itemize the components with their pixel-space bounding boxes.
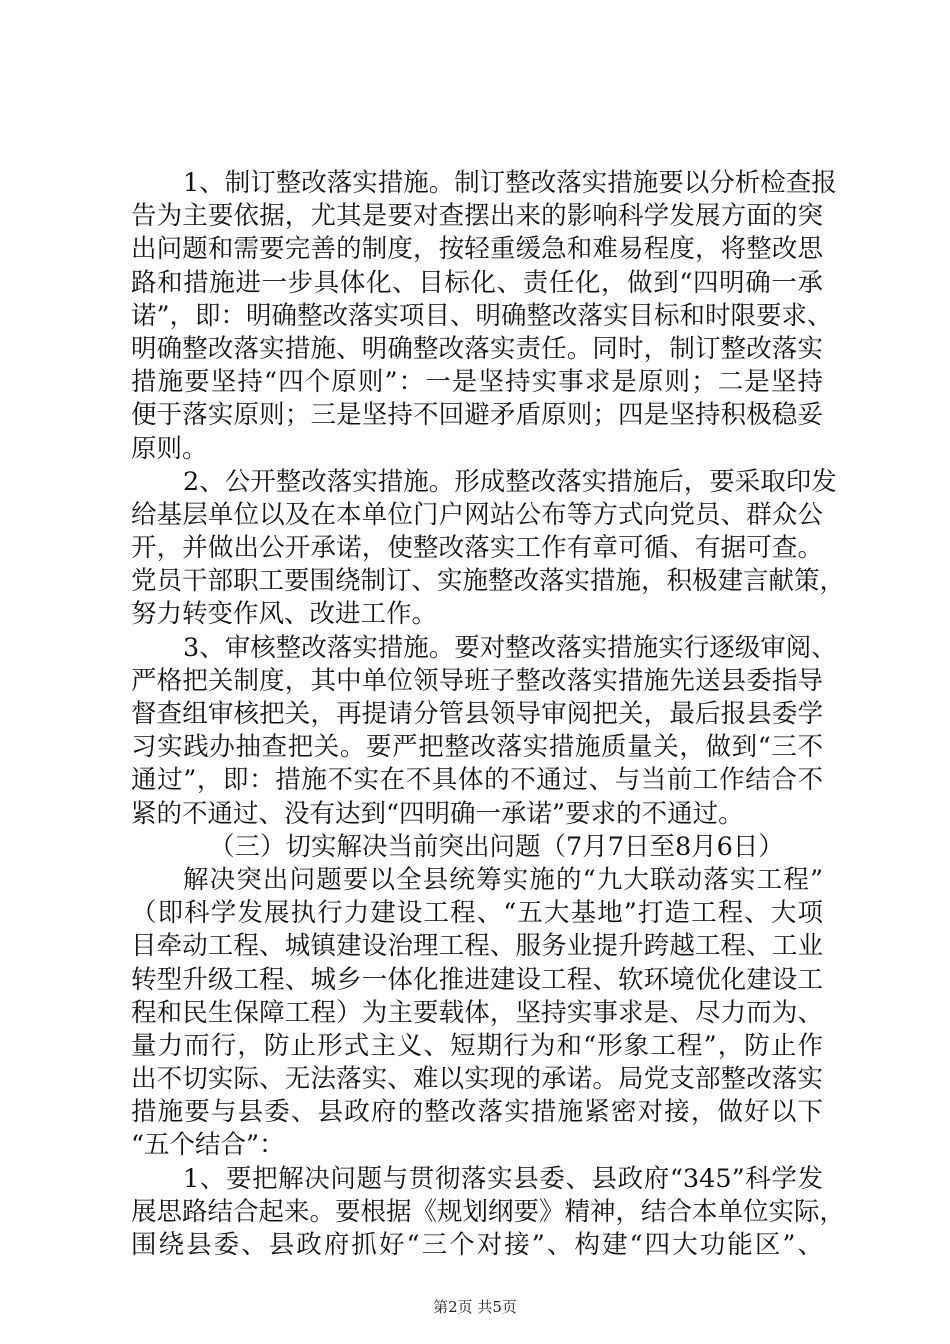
- text-line: 3、审核整改落实措施。要对整改落实措施实行逐级审阅、: [183, 632, 837, 663]
- text-line: 程和民生保障工程）为主要载体，坚持实事求是、尽力而为、: [131, 997, 823, 1028]
- text-line: 转型升级工程、城乡一体化推进建设工程、软环境优化建设工: [131, 964, 823, 995]
- text-line: 目牵动工程、城镇建设治理工程、服务业提升跨越工程、工业: [131, 931, 823, 962]
- text-line: 出不切实际、无法落实、难以实现的承诺。局党支部整改落实: [131, 1064, 823, 1095]
- text-line: 紧的不通过、没有达到“四明确一承诺”要求的不通过。: [131, 798, 744, 829]
- text-line: 严格把关制度，其中单位领导班子整改落实措施先送县委指导: [131, 665, 823, 696]
- text-line: 告为主要依据，尤其是要对查摆出来的影响科学发展方面的突: [131, 201, 823, 232]
- text-line: 2、公开整改落实措施。形成整改落实措施后，要采取印发: [183, 466, 837, 497]
- text-line: 开，并做出公开承诺，使整改落实工作有章可循、有据可查。: [131, 533, 823, 564]
- text-line: 努力转变作风、改进工作。: [131, 599, 438, 630]
- text-line: 明确整改落实措施、明确整改落实责任。同时，制订整改落实: [131, 333, 823, 364]
- text-line: 出问题和需要完善的制度，按轻重缓急和难易程度，将整改思: [131, 234, 823, 265]
- text-line: 路和措施进一步具体化、目标化、责任化，做到“四明确一承: [131, 267, 823, 298]
- text-line: 习实践办抽查把关。要严把整改落实措施质量关，做到“三不: [131, 732, 823, 763]
- text-line: 措施要与县委、县政府的整改落实措施紧密对接，做好以下: [131, 1097, 823, 1128]
- text-line: 便于落实原则；三是坚持不回避矛盾原则；四是坚持积极稳妥: [131, 400, 823, 431]
- text-line: （即科学发展执行力建设工程、“五大基地”打造工程、大项: [131, 898, 823, 929]
- text-line: 诺”，即：明确整改落实项目、明确整改落实目标和时限要求、: [131, 300, 833, 331]
- text-line: 1、要把解决问题与贯彻落实县委、县政府“345”科学发: [183, 1163, 823, 1194]
- text-line: “五个结合”：: [131, 1130, 285, 1161]
- text-line: 通过”，即：措施不实在不具体的不通过、与当前工作结合不: [131, 765, 823, 796]
- text-line: 给基层单位以及在本单位门户网站公布等方式向党员、群众公: [131, 499, 823, 530]
- text-line: 原则。: [131, 433, 208, 464]
- section-heading: （三）切实解决当前突出问题（7月7日至8月6日）: [209, 831, 784, 862]
- page-footer: 第2页 共5页: [433, 1298, 517, 1316]
- text-line: 围绕县委、县政府抓好“三个对接”、构建“四大功能区”、: [131, 1230, 823, 1260]
- text-line: 党员干部职工要围绕制订、实施整改落实措施，积极建言献策，: [131, 566, 846, 597]
- document-body: [131, 167, 846, 1262]
- text-line: 量力而行，防止形式主义、短期行为和“形象工程”，防止作: [131, 1030, 823, 1061]
- text-line: 展思路结合起来。要根据《规划纲要》精神，结合本单位实际，: [131, 1196, 846, 1227]
- text-line: 解决突出问题要以全县统筹实施的“九大联动落实工程”: [183, 864, 823, 895]
- text-line: 措施要坚持“四个原则”：一是坚持实事求是原则；二是坚持: [131, 367, 823, 398]
- text-line: 1、制订整改落实措施。制订整改落实措施要以分析检查报: [183, 168, 837, 198]
- text-line: 督查组审核把关，再提请分管县领导审阅把关，最后报县委学: [131, 699, 823, 729]
